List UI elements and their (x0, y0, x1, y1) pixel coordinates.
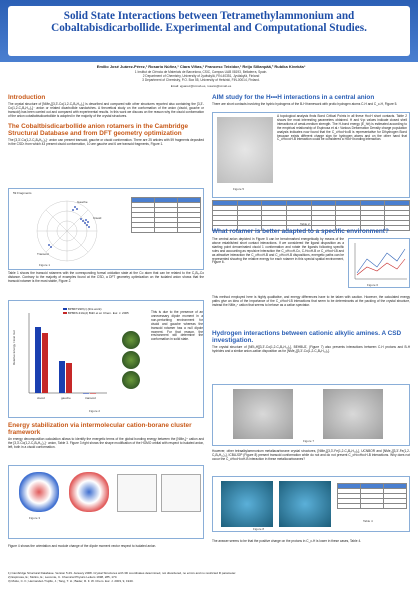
hydrogen-text: The crystal structure of [NEt₃H][3,3'-Co(1,2-C₂B₉H₁₁)₂], BEHBUZ, (Figure 7) also presents interactions between C-H protons and B-H hydrides and a similar anion-cation disposition as for [NMe₄][3,3'-Co(1,2-C₂B₉H₁₁)₂]. (212, 345, 410, 353)
figure-6-chart (349, 239, 409, 283)
energy-section (8, 422, 204, 450)
figure-7-panel (212, 384, 410, 446)
table-2 (212, 200, 410, 231)
title-line-1: Solid State Interactions between Tetramethylammonium and (63, 10, 355, 22)
polar-plot (15, 195, 125, 265)
polar-cisoid-label: Cisoid (93, 216, 102, 220)
bar-transoid-series-2 (90, 393, 96, 394)
bar-gauche-series-1 (59, 361, 65, 393)
table-2-caption: Table 2 (300, 222, 310, 226)
homo-ion-pair-icon (69, 472, 109, 512)
figure-8-image-2 (279, 481, 331, 527)
figure-1-caption: Figure 1 (39, 263, 51, 267)
header-panel (8, 6, 410, 56)
bar-gauche-series-2 (66, 363, 72, 393)
reference-3: 3) Mutto, C. F.; Hernandez-Trujillo, J.; Tang, T. H.; Bader, R. F. W. Chem. Eur. J. 2003, 9, 1940. (8, 578, 134, 583)
aim-text-1: There are short contacts involving the hydric hydrogens of the B-H framework with protic hydrogen atoms C-H and C_c-H, Figure 5. (212, 102, 398, 106)
figure-7-image-2 (323, 389, 383, 439)
x-tick-cisoid: cisoid (37, 396, 45, 400)
energy-text: An energy decomposition calculation allows to identify the energetic terms of the global bonding energy between the [NMe₄]⁺ cation and the [3,3'-Co(1,2-C₂B₉H₁₁)₂]⁻ anion, Table 3. Figure 3 right shows the shape modification of the HOMO orbital with respect to isolated anion, left, both in a cisoid conformation. (8, 437, 204, 449)
figure-2-caption: Figure 2 (89, 409, 101, 413)
legend (63, 307, 129, 315)
hydrogen-section (212, 330, 410, 354)
dipole-left-icon (117, 474, 157, 512)
hydrogen-text-2: However, other tetraalkylammonium metallacarborane crystal structures, [NMe₄][3,3'-Fe(1,2-C₂B₉H₁₁)₂], UCNBOR and [NMe₄][3,3'-Fe(1,2-C₂B₉H₁₁)₂], ICBUJOP (Figure 8) present transoid conformation while do not and do not present C_cH•••H•••H-B interactions. Why does not occur the C_cH•••H•••H-B interaction in these metallocarboranes? (212, 449, 410, 461)
figure-7-image (233, 389, 293, 439)
poster-title (14, 10, 404, 34)
x-tick-transoid: transoid (85, 396, 96, 400)
affiliation-2: 2 Department of Chemistry, University of Jyväskylä, FIN-40351, Jyväskylä, Finland (142, 74, 260, 78)
figure-5-image (217, 117, 273, 183)
hydrogen-title: Hydrogen interactions between cationic alkylic amines. A CSD investigation. (212, 330, 402, 344)
email: Email: ejjuarez@icmab.es, rosario@icmab.es (170, 84, 232, 88)
intro-text: The crystal structure of [NMe₄][3,3'-Co(1,2-C₂B₉H₁₁)₂] is described and compared with other structures reported also containing the [3,3'-Co(1,2-C₂B₉H₁₁)₂]⁻ anion or related dicarbollide sandwiches. A theoretical study on the conformation of the anion (cisoid, gauche or transoid) has been carried out and compared with experimental results. In this work we discuss on the reason why the cisoid conformation of the anion cobaltabisdicarbollide is adopted in the majority of the crystal structures. (8, 102, 204, 118)
figure-2-panel (8, 300, 204, 418)
figure-6-panel (348, 238, 410, 288)
figure-5-caption: Figure 5 (233, 187, 245, 191)
figure-7-caption: Figure 7 (303, 439, 315, 443)
energy-title: Energy stabilization via intermolecular cation-borane cluster framework (8, 422, 192, 436)
specific-env-section (212, 228, 410, 237)
table-1 (131, 197, 201, 233)
left-column (8, 94, 204, 146)
homo-isolated-icon (19, 472, 59, 512)
molecule-cisoid-icon (122, 331, 140, 349)
aim-title: AIM study for the H•••H interactions in a central anion (212, 94, 375, 101)
bar-cisoid-series-1 (35, 327, 41, 393)
legend-label-2: BP86/6-31G(d) Bühl et al. Chem. Eur. J. 2005 (67, 311, 129, 315)
molecule-images (113, 329, 149, 391)
x-tick-gauche: gauche (61, 396, 71, 400)
legend-item-2 (63, 311, 129, 315)
title-line-2: Cobaltabisdicarbollide. Experimental and Computational Studies. (51, 22, 367, 34)
authors: Emilio José Juárez-Pérez,¹ Rosario Núñez,¹ Clara Viñas,¹ Francesc Teixidor,¹ Reijo Sillanpää,² Rubika Kivekäs³ (96, 64, 306, 69)
reference-2: 2) Espinosa, E.; Molins, E.; Lecomte, C. Chemical Physics Letters 1998, 285, 170. (8, 574, 118, 579)
figure-2-note: This is due to the presence of an unnecessary dipole moment in a non-perturbing environment for cisoid and gauche whereas the transoid rotamer has a null dipole moment. For that reason, the environment will determine the conformation in solid state. (151, 310, 203, 342)
polar-transoid-label: Transoid (37, 252, 49, 256)
affiliation-1: 1 Institut de Ciència de Materials de Barcelona, CSIC, Campus UAB 08193, Bellaterra, Spain. (134, 70, 268, 74)
dipole-right-icon (161, 474, 201, 512)
figure-1-panel (8, 188, 204, 270)
legend-label-1: BP86/TZ2P(c) (this work) (67, 307, 102, 311)
rotamer-text: The [3,3'-Co(1,2-C₂B₉H₁₁)₂]⁻ anion can present transoid, gauche or cisoid conformation. There are 25 articles with 59 fragments deposited in the CSD¹ from which 43 present cisoid conformation, 10 are gauche and 6 are transoid fragments, Figure 1. (8, 137, 204, 146)
table-4 (337, 483, 407, 509)
y-axis-label: Relative Energy / kcal mol (12, 330, 16, 365)
reference-1: 1) Cambridge Structural Database. Version 5.29. January 2008. Crystal Structures with 3D coordinates determined, not disordered, no errors and no restricted R parameter. (8, 571, 237, 575)
right-column (212, 94, 410, 107)
table-4-caption: Table 4 (363, 519, 373, 523)
bar-transoid-series-1 (83, 393, 89, 394)
aim-text-2: A topological analysis finds Bond Critical Points in all these H•••H short contacts. Table 2 shows the most interesting parameters obtained. H and ∇²ρ values indicate closed shell interactions of weak-medium strength. The H-bond energy (E_hb) is estimated according to the empirical relationship of Espinosa et al.³ Various Deformation Density charge population analysis indicates now found that the C_cH•••H•••B is representative for Dihydrogen Bond because exists different charge sign for hydrogen atoms and on the other hand that C_cH•••••H-B interaction could be considered a H•••H bonding interaction. (277, 114, 407, 142)
rotamer-title: The Cobaltbisdicarbollide anion rotamers in the Cambridge Structural Database and from DFT geometry optimization (8, 122, 189, 137)
polar-label: 59 Fragments (13, 191, 32, 195)
figure-3-panel (8, 465, 204, 539)
molecule-gauche-icon (122, 351, 140, 369)
figure-5-panel (212, 112, 410, 198)
polar-gauche-label: Gauche (77, 200, 88, 204)
figure-4-text: Figure 4 shows the orientation and module change of the dipole moment vector respect to isolated anion. (8, 544, 157, 548)
energy-bar-chart (11, 305, 111, 409)
intro-title: Introduction (8, 94, 46, 101)
affiliation-3: 3 Department of Chemistry, P.O. Box 55, University of Helsinki, FIN-00014, Finland. (142, 78, 260, 82)
figure-8-panel (212, 476, 410, 532)
specific-env-title: What rotamer is better adapted to a specific environment? (212, 228, 389, 235)
molecule-transoid-icon (122, 371, 140, 389)
figure-8-image-1 (221, 481, 273, 527)
figure-8-caption: Figure 8 (253, 527, 265, 531)
answer-text: The answer seems to be that the positive charge on the protons in C_c-H is lower in these cases, Table 4. (212, 539, 362, 543)
table1-text: Table 1 shows the transoid rotamers with the corresponding formal oxidation state at the Co atom that can be related to the C₂B₉-Co distance. Contrary to the majority of examples found at the CSD, a DFT geometry optimization on the isolated anion shows that the transoid rotamer is the most stable, Figure 2. (8, 271, 204, 283)
specific-env-text: The central anion depicted in Figure 5 can be benchmarked energetically by means of the above established short contact interactions. If we considered the ligand disposition as a starting point denominated cisoid 1 conformation and rotate the ligands following specific rules and accounting as repulsive interaction the C_cH•••H-Cc, C-H•••H-B or C_cH•••H-B and as attractive interaction the C_cH•••H-B and C_cH•••H-B dispositions, energetic paths can be represented showing the relative energy for each rotamer in this special spatial environment, Figure 6. (212, 237, 344, 265)
figure-3-caption: Figure 3 (29, 516, 41, 520)
poster-header (0, 0, 418, 62)
bar-cisoid-series-2 (42, 333, 48, 393)
specific-env-text-2: This method employed here is highly qualitative, and energy differences have to be taken with caution. However, the calculated energy paths give an idea of the importance of the C_cH•••H-B interactions that seem to be determinants at the packing of the crystal structure, instead the NMe₄⁺ cation that seems to behave as a cation spectator. (212, 295, 410, 307)
figure-6-caption: Figure 6 (367, 283, 379, 287)
references (8, 572, 410, 583)
